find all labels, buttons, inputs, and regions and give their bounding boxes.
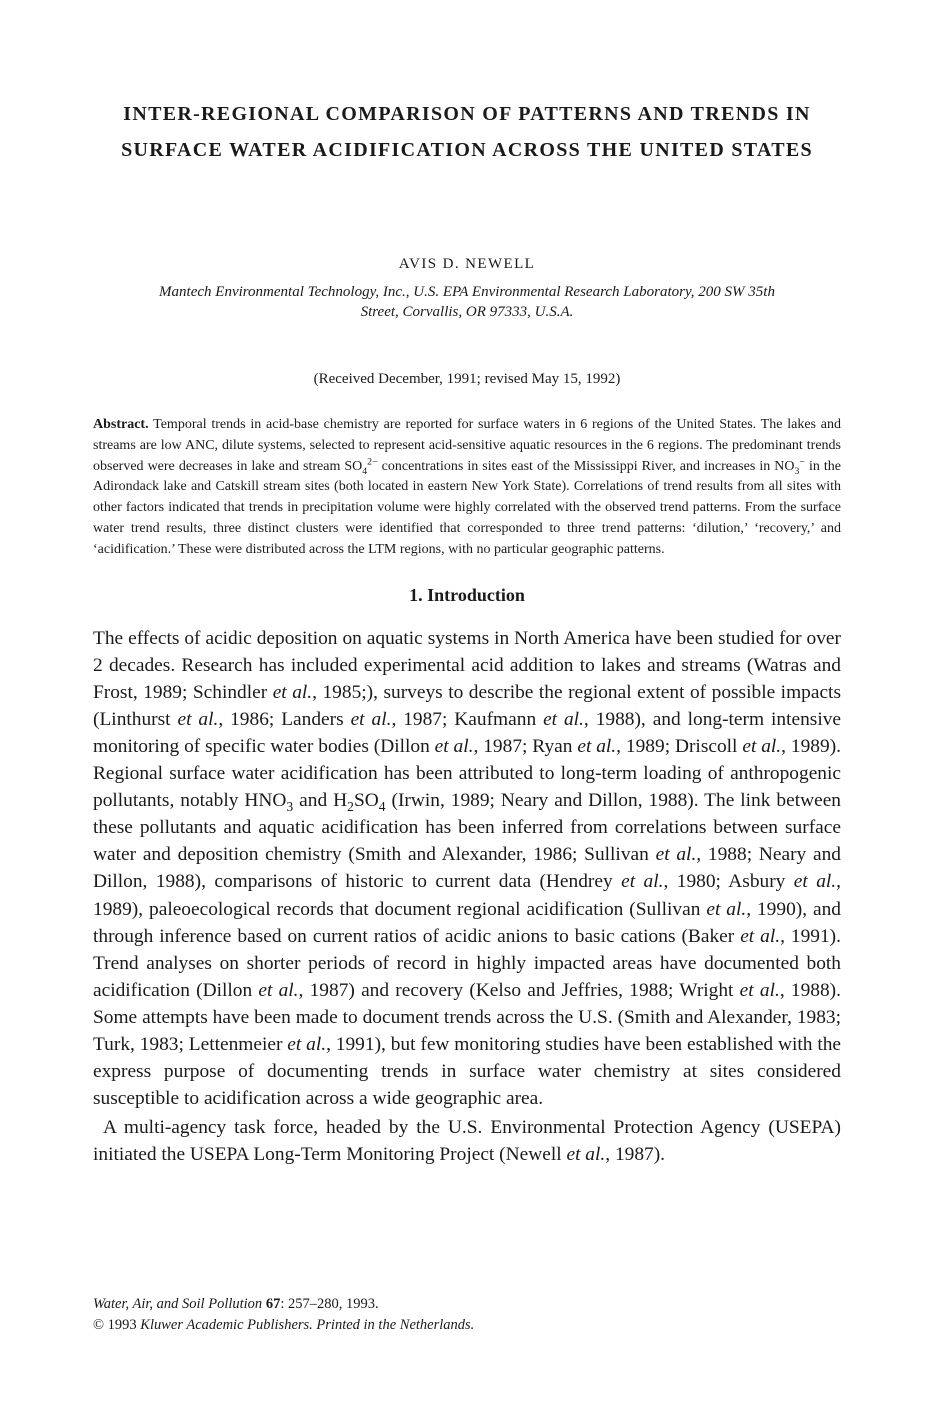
abstract-text: Temporal trends in acid-base chemistry are reported for surface waters in 6 regions of the United States. The lakes and streams are low ANC, dilute systems, selected to represent acid-sensitive aquatic resources in the 6 regions. The predominant trends observed were decreases in lake and stream SO [93, 417, 841, 474]
abstract [93, 415, 841, 561]
text-run: , 1988). Some attempts have been made to document trends across the U.S. (Smith and Alexander, 1983; Turk, 1983; Lettenmeier [93, 979, 841, 1055]
text-run: , 1991), but few monitoring studies have been established with the express purpose of documenting trends in surface water chemistry at sites considered susceptible to acidification across a wide geographic area. [93, 1033, 842, 1110]
et-al: et al. [740, 925, 781, 947]
et-al: et al. [287, 1033, 327, 1055]
text-run: and H [293, 790, 348, 812]
intro-paragraph-2 [93, 1114, 841, 1168]
abstract-label: Abstract. [93, 417, 149, 432]
et-al: et al. [655, 844, 697, 866]
text-run: , 1990), and through inference based on current ratios of acidic anions to basic cations (Baker [93, 898, 841, 947]
hno3-subscript: 3 [286, 799, 294, 815]
et-al: et al. [272, 681, 313, 703]
et-al: et al. [434, 735, 474, 757]
journal-name: Water, Air, and Soil Pollution [93, 1296, 263, 1312]
copyright-year: 1993 [104, 1317, 141, 1333]
publisher: Kluwer Academic Publishers. Printed in the Netherlands. [140, 1317, 475, 1333]
text-run: , 1986; Landers [218, 708, 351, 730]
text-run: , 1987; Kaufmann [391, 708, 544, 730]
author-name: AVIS D. NEWELL [398, 256, 536, 272]
et-al: et al. [177, 708, 219, 730]
h2so4-subscript-2: 2 [347, 799, 354, 815]
no3-superscript: − [799, 455, 805, 467]
section-heading-introduction: 1. Introduction [409, 584, 525, 605]
text-run: , 1987) and recovery (Kelso and Jeffries, 1988; Wright [298, 979, 740, 1001]
copyright-symbol: © [93, 1317, 105, 1333]
text-run: , 1987). [605, 1144, 666, 1166]
so4-superscript: 2− [367, 455, 378, 467]
page-footer [93, 1294, 841, 1336]
et-al: et al. [350, 708, 392, 730]
text-run: , 1989; Driscoll [616, 735, 743, 757]
et-al: et al. [577, 735, 617, 757]
text-run: SO [353, 790, 379, 812]
text-run: , 1989), paleoecological records that document regional acidification (Sullivan [93, 871, 842, 920]
journal-volume: 67 [265, 1296, 281, 1312]
received-date: (Received December, 1991; revised May 15, 1992) [313, 371, 621, 387]
affiliation-line-2: Street, Corvallis, OR 97333, U.S.A. [360, 304, 574, 320]
h2so4-subscript-4: 4 [378, 799, 386, 815]
text-run: A multi-agency task force, headed by the U.S. Environmental Protection Agency (USEPA) initiated the USEPA Long-Term Monitoring Project (Newell [93, 1117, 841, 1166]
title-line-1: INTER-REGIONAL COMPARISON OF PATTERNS AND TRENDS IN [123, 103, 811, 125]
et-al: et al. [742, 735, 782, 757]
text-run: , 1988), and long-term intensive monitoring of specific water bodies (Dillon [93, 708, 842, 757]
et-al: et al. [621, 871, 664, 893]
article-page [93, 96, 841, 1168]
article-title [93, 96, 841, 168]
abstract-text: in the Adirondack lake and Catskill stream sites (both located in eastern New York State). Correlations of trend results from all sites with other factors indicated that trends in precipitation volume were highly correlated with the observed trend patterns. From the surface water trend results, three distinct clusters were identified that corresponded to three trend patterns: ‘dilution,’ ‘recovery,’ and ‘acidification.’ These were distributed across the LTM regions, with no particular geographic patterns. [93, 458, 841, 557]
affiliation-line-1: Mantech Environmental Technology, Inc., U.S. EPA Environmental Research Laboratory, 200 SW 35th [159, 284, 775, 300]
title-line-2: SURFACE WATER ACIDIFICATION ACROSS THE UNITED STATES [121, 139, 813, 161]
so4-subscript: 4 [362, 465, 368, 477]
author-affiliation [93, 282, 841, 322]
text-run: , 1985;), surveys to describe the regional extent of possible impacts (Linthurst [93, 681, 841, 730]
et-al: et al. [793, 871, 837, 893]
et-al: et al. [566, 1144, 606, 1166]
et-al: et al. [543, 708, 584, 730]
text-run: , 1991). Trend analyses on shorter periods of record in highly impacted areas have documented both acidification (Dillon [93, 925, 841, 1001]
copyright-line [93, 1315, 841, 1336]
text-run: , 1989). Regional surface water acidification has been attributed to long-term loading of anthropogenic pollutants, notably HNO [93, 735, 841, 812]
et-al: et al. [258, 979, 299, 1001]
text-run: , 1980; Asbury [663, 871, 794, 893]
text-run: , 1988; Neary and Dillon, 1988), comparisons of historic to current data (Hendrey [93, 844, 841, 893]
et-al: et al. [706, 898, 747, 920]
journal-citation [93, 1294, 841, 1315]
text-run: (Irwin, 1989; Neary and Dillon, 1988). The link between these pollutants and aquatic acidification has been inferred from correlations between surface water and deposition chemistry (Smith and Alexander, 1986; Sullivan [93, 790, 842, 866]
et-al: et al. [739, 979, 780, 1001]
abstract-text: concentrations in sites east of the Mississippi River, and increases in NO [377, 458, 795, 474]
intro-paragraph-1 [93, 625, 841, 1113]
text-run: The effects of acidic deposition on aquatic systems in North America have been studied for over 2 decades. Research has included experimental acid addition to lakes and streams (Watras and Frost, 1989; Schindler [93, 627, 841, 703]
journal-pages: : 257–280, 1993. [280, 1296, 379, 1312]
no3-subscript: 3 [794, 465, 800, 477]
text-run: , 1987; Ryan [473, 735, 578, 757]
